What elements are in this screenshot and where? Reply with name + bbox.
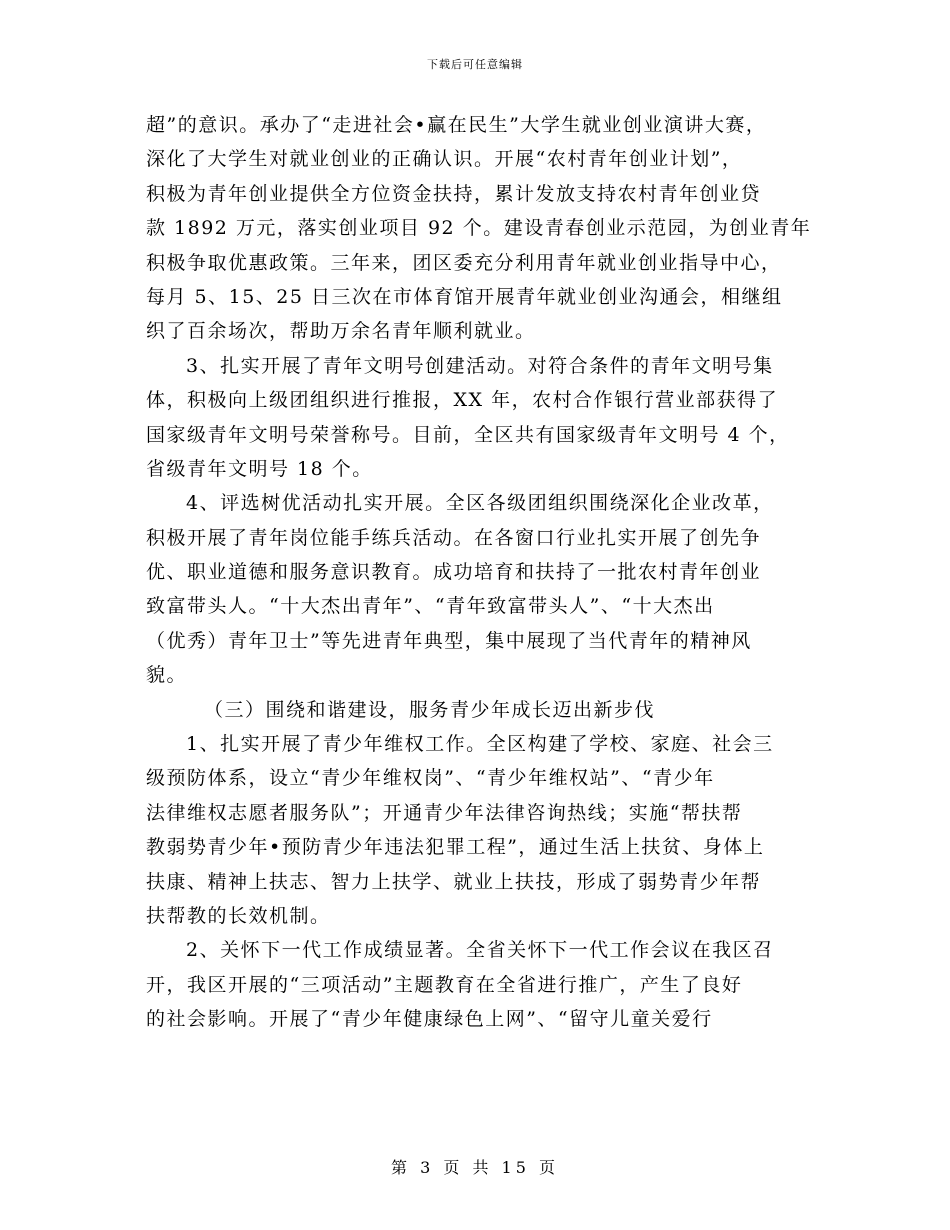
text-line: 积极争取优惠政策。三年来，团区委充分利用青年就业创业指导中心， xyxy=(146,251,782,274)
text-line: 4、评选树优活动扎实开展。全区各级团组织围绕深化企业改革， xyxy=(186,492,774,515)
text-line: 致富带头人。“十大杰出青年”、“青年致富带头人”、“十大杰出 xyxy=(146,595,715,618)
text-line: 法律维权志愿者服务队”；开通青少年法律咨询热线；实施“帮扶帮 xyxy=(146,801,743,824)
text-line: 貌。 xyxy=(146,664,188,687)
text-line: 体，积极向上级团组织进行推报，XX 年，农村合作银行营业部获得了 xyxy=(146,389,779,412)
text-line: 开，我区开展的“三项活动”主题教育在全省进行推广，产生了良好 xyxy=(146,973,743,996)
text-line: 教弱势青少年•预防青少年违法犯罪工程”，通过生活上扶贫、身体上 xyxy=(146,836,765,859)
text-line: 积极为青年创业提供全方位资金扶持，累计发放支持农村青年创业贷 xyxy=(146,182,762,205)
text-line: 超”的意识。承办了“走进社会•赢在民生”大学生就业创业演讲大赛， xyxy=(146,114,767,136)
text-line: 深化了大学生对就业创业的正确认识。开展“农村青年创业计划”， xyxy=(146,148,743,171)
text-line: 的社会影响。开展了“青少年健康绿色上网”、“留守儿童关爱行 xyxy=(146,1008,713,1031)
text-line: 3、扎实开展了青年文明号创建活动。对符合条件的青年文明号集 xyxy=(186,354,774,377)
text-line: 款 1892 万元，落实创业项目 92 个。建设青春创业示范园，为创业青年 xyxy=(146,217,812,240)
text-line: 织了百余场次，帮助万余名青年顺利就业。 xyxy=(146,320,536,343)
text-line: 省级青年文明号 18 个。 xyxy=(146,457,373,480)
text-line: （优秀）青年卫士”等先进青年典型，集中展现了当代青年的精神风 xyxy=(146,629,752,652)
page-header: 下载后可任意编辑 xyxy=(427,58,523,71)
text-line: 2、关怀下一代工作成绩显著。全省关怀下一代工作会议在我区召 xyxy=(186,939,774,962)
text-line: 每月 5、15、25 日三次在市体育馆开展青年就业创业沟通会，相继组 xyxy=(146,285,783,308)
text-line: 国家级青年文明号荣誉称号。目前，全区共有国家级青年文明号 4 个， xyxy=(146,423,790,446)
text-line: 优、职业道德和服务意识教育。成功培育和扶持了一批农村青年创业 xyxy=(146,561,762,584)
text-line: 扶帮教的长效机制。 xyxy=(146,904,331,927)
page-footer: 第 3 页 共 15 页 xyxy=(391,1158,559,1177)
section-heading: （三）围绕和谐建设，服务青少年成长迈出新步伐 xyxy=(204,698,656,721)
document-body xyxy=(146,108,826,1037)
text-line: 级预防体系，设立“青少年维权岗”、“青少年维权站”、“青少年 xyxy=(146,767,715,790)
text-line: 1、扎实开展了青少年维权工作。全区构建了学校、家庭、社会三 xyxy=(186,733,774,756)
text-line: 积极开展了青年岗位能手练兵活动。在各窗口行业扎实开展了创先争 xyxy=(146,526,762,549)
text-line: 扶康、精神上扶志、智力上扶学、就业上扶技，形成了弱势青少年帮 xyxy=(146,870,762,893)
